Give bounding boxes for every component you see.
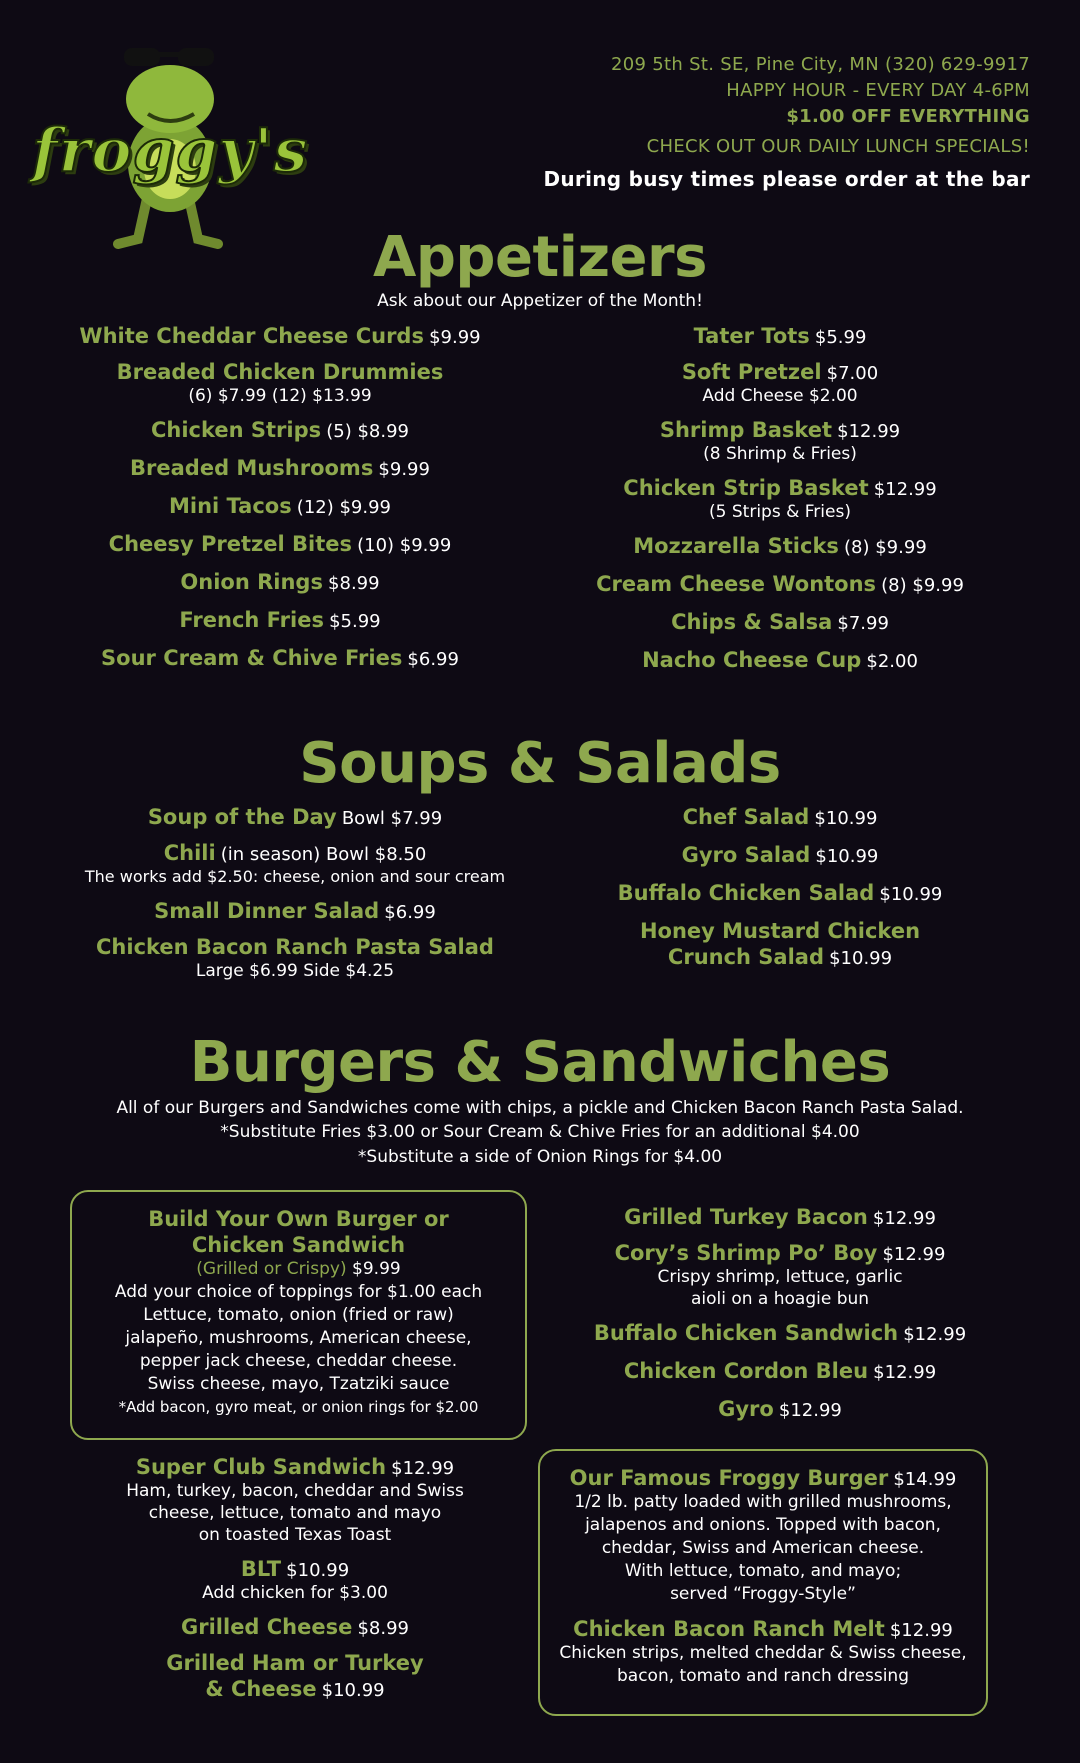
menu-item: Cory’s Shrimp Po’ Boy $12.99 Crispy shrimp, lettuce, garlic aioli on a hoagie bun <box>614 1241 946 1309</box>
contact-info <box>510 52 1030 192</box>
menu-item: BLT $10.99 Add chicken for $3.00 <box>202 1557 388 1603</box>
menu-item: Grilled Cheese $8.99 <box>181 1615 409 1639</box>
menu-item: Soup of the Day Bowl $7.99 <box>147 805 443 829</box>
build-line: pepper jack cheese, cheddar cheese. <box>139 1351 458 1371</box>
melt-price: $12.99 <box>889 1620 953 1641</box>
menu-item: Buffalo Chicken Sandwich $12.99 <box>593 1321 967 1345</box>
burgers-substitute-rings: *Substitute a side of Onion Rings for $4.00 <box>357 1147 723 1167</box>
menu-item: Mini Tacos (12) $9.99 <box>168 494 391 518</box>
menu-item: Mozzarella Sticks (8) $9.99 <box>633 534 927 558</box>
menu-item: Shrimp Basket $12.99 (8 Shrimp & Fries) <box>659 418 901 464</box>
menu-item: Chicken Strips (5) $8.99 <box>150 418 409 442</box>
address: 209 5th St. SE, Pine City, MN (320) 629-9917 <box>611 54 1030 75</box>
froggy-line: 1/2 lb. patty loaded with grilled mushrooms, <box>574 1492 952 1512</box>
menu-item: Super Club Sandwich $12.99 Ham, turkey, bacon, cheddar and Swiss cheese, lettuce, tomato and mayo on toasted Texas Toast <box>126 1455 464 1545</box>
froggy-line: served “Froggy-Style” <box>670 1584 856 1604</box>
menu-item: Chicken Strip Basket $12.99 (5 Strips & Fries) <box>623 476 937 522</box>
menu-item: Honey Mustard Chicken Crunch Salad $10.99 <box>639 919 921 969</box>
menu-item: Chili (in season) Bowl $8.50 The works add $2.50: cheese, onion and sour cream <box>84 841 506 886</box>
menu-item: Gyro $12.99 <box>718 1397 842 1421</box>
lunch-specials: CHECK OUT OUR DAILY LUNCH SPECIALS! <box>646 136 1030 157</box>
froggy-burger-price: $14.99 <box>893 1469 957 1490</box>
menu-item: Chicken Cordon Bleu $12.99 <box>623 1359 937 1383</box>
burgers-right-column <box>560 1204 1000 1436</box>
menu-item: Cheesy Pretzel Bites (10) $9.99 <box>108 532 452 556</box>
menu-item: Small Dinner Salad $6.99 <box>154 899 436 923</box>
menu-item: Onion Rings $8.99 <box>180 570 380 594</box>
appetizers-left-column <box>60 323 500 683</box>
happy-hour: HAPPY HOUR - EVERY DAY 4-6PM <box>726 80 1030 101</box>
build-your-own-box <box>70 1190 527 1440</box>
menu-item: White Cheddar Cheese Curds $9.99 <box>79 324 481 348</box>
menu-item: Grilled Turkey Bacon $12.99 <box>624 1205 936 1229</box>
menu-item: Chef Salad $10.99 <box>682 805 878 829</box>
build-line: Lettuce, tomato, onion (fried or raw) <box>143 1305 454 1325</box>
froggy-line: cheddar, Swiss and American cheese. <box>601 1538 925 1558</box>
build-title-line1: Build Your Own Burger or <box>148 1207 449 1231</box>
build-line: *Add bacon, gyro meat, or onion rings for $2.00 <box>118 1398 479 1416</box>
menu-item: Tater Tots $5.99 <box>693 324 867 348</box>
burgers-intro: All of our Burgers and Sandwiches come with chips, a pickle and Chicken Bacon Ranch Pasta Salad. <box>116 1098 964 1118</box>
melt-line: Chicken strips, melted cheddar & Swiss cheese, <box>559 1643 967 1663</box>
soups-right-column <box>560 804 1000 984</box>
menu-item: Breaded Mushrooms $9.99 <box>130 456 430 480</box>
soups-left-column <box>60 804 530 992</box>
happy-hour-deal: $1.00 OFF EVERYTHING <box>786 106 1030 127</box>
froggy-burger-name: Our Famous Froggy Burger <box>569 1466 889 1490</box>
menu-item: Breaded Chicken Drummies (6) $7.99 (12) $13.99 <box>116 360 444 406</box>
menu-item: Chicken Bacon Ranch Pasta Salad Large $6.99 Side $4.25 <box>96 935 494 981</box>
build-line: jalapeño, mushrooms, American cheese, <box>125 1328 472 1348</box>
menu-item: Soft Pretzel $7.00 Add Cheese $2.00 <box>681 360 879 406</box>
froggy-line: jalapenos and onions. Topped with bacon, <box>585 1515 941 1535</box>
menu-item: Grilled Ham or Turkey & Cheese $10.99 <box>166 1651 424 1701</box>
build-option: (Grilled or Crispy) <box>196 1259 347 1279</box>
busy-notice: During busy times please order at the bar <box>543 167 1030 191</box>
soups-salads-title: Soups & Salads <box>299 731 781 796</box>
menu-item: Cream Cheese Wontons (8) $9.99 <box>596 572 964 596</box>
menu-item: Sour Cream & Chive Fries $6.99 <box>101 646 459 670</box>
froggy-line: With lettuce, tomato, and mayo; <box>624 1561 902 1581</box>
burgers-substitute-fries: *Substitute Fries $3.00 or Sour Cream & Chive Fries for an additional $4.00 <box>220 1122 860 1142</box>
logo-wordmark: froggy's <box>32 116 309 186</box>
appetizers-subtitle: Ask about our Appetizer of the Month! <box>377 291 703 311</box>
froggys-logo <box>28 44 318 254</box>
menu-item: Nacho Cheese Cup $2.00 <box>642 648 918 672</box>
build-line: Add your choice of toppings for $1.00 each <box>114 1282 483 1302</box>
menu-item: Buffalo Chicken Salad $10.99 <box>617 881 943 905</box>
melt-line: bacon, tomato and ranch dressing <box>616 1666 909 1686</box>
menu-item: Gyro Salad $10.99 <box>681 843 879 867</box>
froggy-burger-box <box>538 1449 988 1716</box>
melt-name: Chicken Bacon Ranch Melt <box>573 1617 885 1641</box>
build-price: $9.99 <box>352 1259 401 1279</box>
build-title-line2: Chicken Sandwich <box>191 1233 406 1257</box>
appetizers-right-column <box>560 323 1000 685</box>
burgers-title: Burgers & Sandwiches <box>189 1030 891 1095</box>
menu-item: Chips & Salsa $7.99 <box>671 610 889 634</box>
build-line: Swiss cheese, mayo, Tzatziki sauce <box>147 1374 450 1394</box>
burgers-left-bottom-column <box>60 1454 530 1716</box>
menu-item: French Fries $5.99 <box>179 608 381 632</box>
appetizers-title: Appetizers <box>373 225 707 290</box>
